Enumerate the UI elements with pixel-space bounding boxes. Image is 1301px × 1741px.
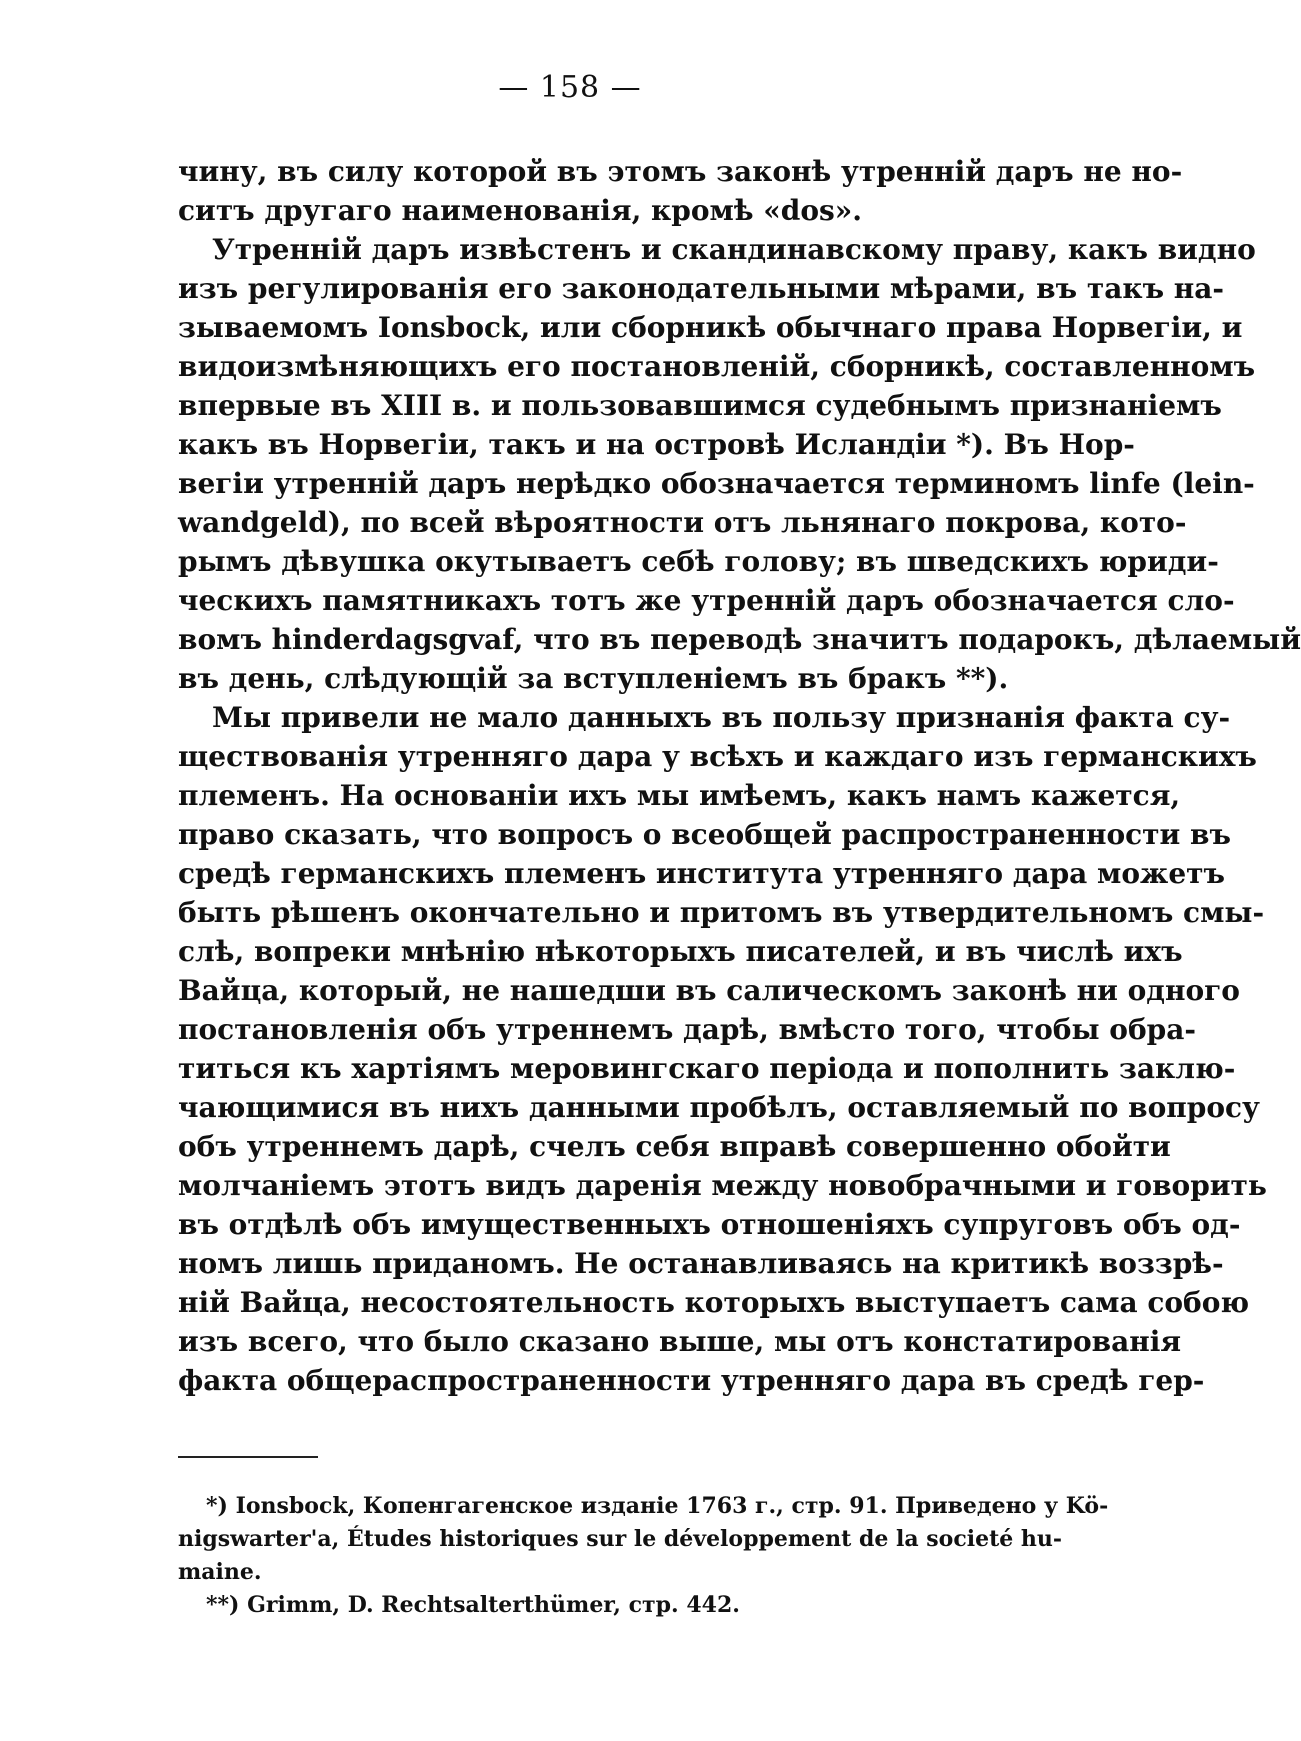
text-line: племенъ. На основаніи ихъ мы имѣемъ, какъ намъ кажется, <box>178 779 1181 812</box>
footnote-divider <box>178 1456 318 1458</box>
text-line: вомъ hinderdagsgvaf, что въ переводѣ значитъ подарокъ, дѣлаемый <box>178 623 1301 656</box>
footnote-line: *) Ionsbock, Копенгагенское изданіе 1763 г., стр. 91. Приведено у Kö- <box>206 1493 1109 1519</box>
text-line: средѣ германскихъ племенъ института утренняго дара можетъ <box>178 857 1225 890</box>
text-line: видоизмѣняющихъ его постановленій, сборникѣ, составленномъ <box>178 350 1256 383</box>
footnotes <box>178 1490 1109 1622</box>
page-number: — 158 — <box>498 70 642 105</box>
text-line: право сказать, что вопросъ о всеобщей распространенности въ <box>178 818 1231 851</box>
text-line: чину, въ силу которой въ этомъ законѣ утренній даръ не но- <box>178 155 1183 188</box>
text-line: Вайца, который, не нашедши въ салическомъ законѣ ни одного <box>178 974 1240 1007</box>
text-line: ческихъ памятникахъ тотъ же утренній даръ обозначается сло- <box>178 584 1235 617</box>
footnote-line: nigswarter'a, Études historiques sur le développement de la societé hu- <box>178 1526 1063 1552</box>
text-line: Утренній даръ извѣстенъ и скандинавскому праву, какъ видно <box>212 233 1256 266</box>
footnote-line: maine. <box>178 1559 262 1585</box>
text-line: вегіи утренній даръ нерѣдко обозначается терминомъ linfe (lein- <box>178 467 1255 500</box>
text-line: чающимися въ нихъ данными пробѣлъ, оставляемый по вопросу <box>178 1091 1260 1124</box>
text-line: какъ въ Норвегіи, такъ и на островѣ Исландіи *). Въ Нор- <box>178 428 1135 461</box>
text-line: изъ регулированія его законодательными мѣрами, въ такъ на- <box>178 272 1225 305</box>
text-line: зываемомъ Ionsbock, или сборникѣ обычнаго права Норвегіи, и <box>178 311 1243 344</box>
text-line: объ утреннемъ дарѣ, счелъ себя вправѣ совершенно обойти <box>178 1130 1171 1163</box>
text-line: wandgeld), по всей вѣроятности отъ льнянаго покрова, кото- <box>178 506 1187 539</box>
text-line: постановленія объ утреннемъ дарѣ, вмѣсто того, чтобы обра- <box>178 1013 1196 1046</box>
text-line: въ отдѣлѣ объ имущественныхъ отношеніяхъ супруговъ объ од- <box>178 1208 1241 1241</box>
text-line: номъ лишь приданомъ. Не останавливаясь на критикѣ воззрѣ- <box>178 1247 1224 1280</box>
text-line: ществованія утренняго дара у всѣхъ и каждаго изъ германскихъ <box>178 740 1257 773</box>
text-line: ситъ другаго наименованія, кромѣ «dos». <box>178 194 863 227</box>
text-line: изъ всего, что было сказано выше, мы отъ констатированія <box>178 1325 1182 1358</box>
body-text <box>178 152 1301 1400</box>
text-line: Мы привели не мало данныхъ въ пользу признанія факта су- <box>212 701 1231 734</box>
text-line: рымъ дѣвушка окутываетъ себѣ голову; въ шведскихъ юриди- <box>178 545 1219 578</box>
footnote-line: **) Grimm, D. Rechtsalterthümer, стр. 442. <box>206 1592 740 1618</box>
text-line: слѣ, вопреки мнѣнію нѣкоторыхъ писателей, и въ числѣ ихъ <box>178 935 1183 968</box>
text-line: быть рѣшенъ окончательно и притомъ въ утвердительномъ смы- <box>178 896 1265 929</box>
text-line: ній Вайца, несостоятельность которыхъ выступаетъ сама собою <box>178 1286 1250 1319</box>
text-line: впервые въ XIII в. и пользовавшимся судебнымъ признаніемъ <box>178 389 1222 422</box>
text-line: факта общераспространенности утренняго дара въ средѣ гер- <box>178 1364 1205 1397</box>
text-line: титься къ хартіямъ меровингскаго періода и пополнить заклю- <box>178 1052 1236 1085</box>
text-line: въ день, слѣдующій за вступленіемъ въ бракъ **). <box>178 662 1009 695</box>
text-line: молчаніемъ этотъ видъ даренія между новобрачными и говорить <box>178 1169 1267 1202</box>
